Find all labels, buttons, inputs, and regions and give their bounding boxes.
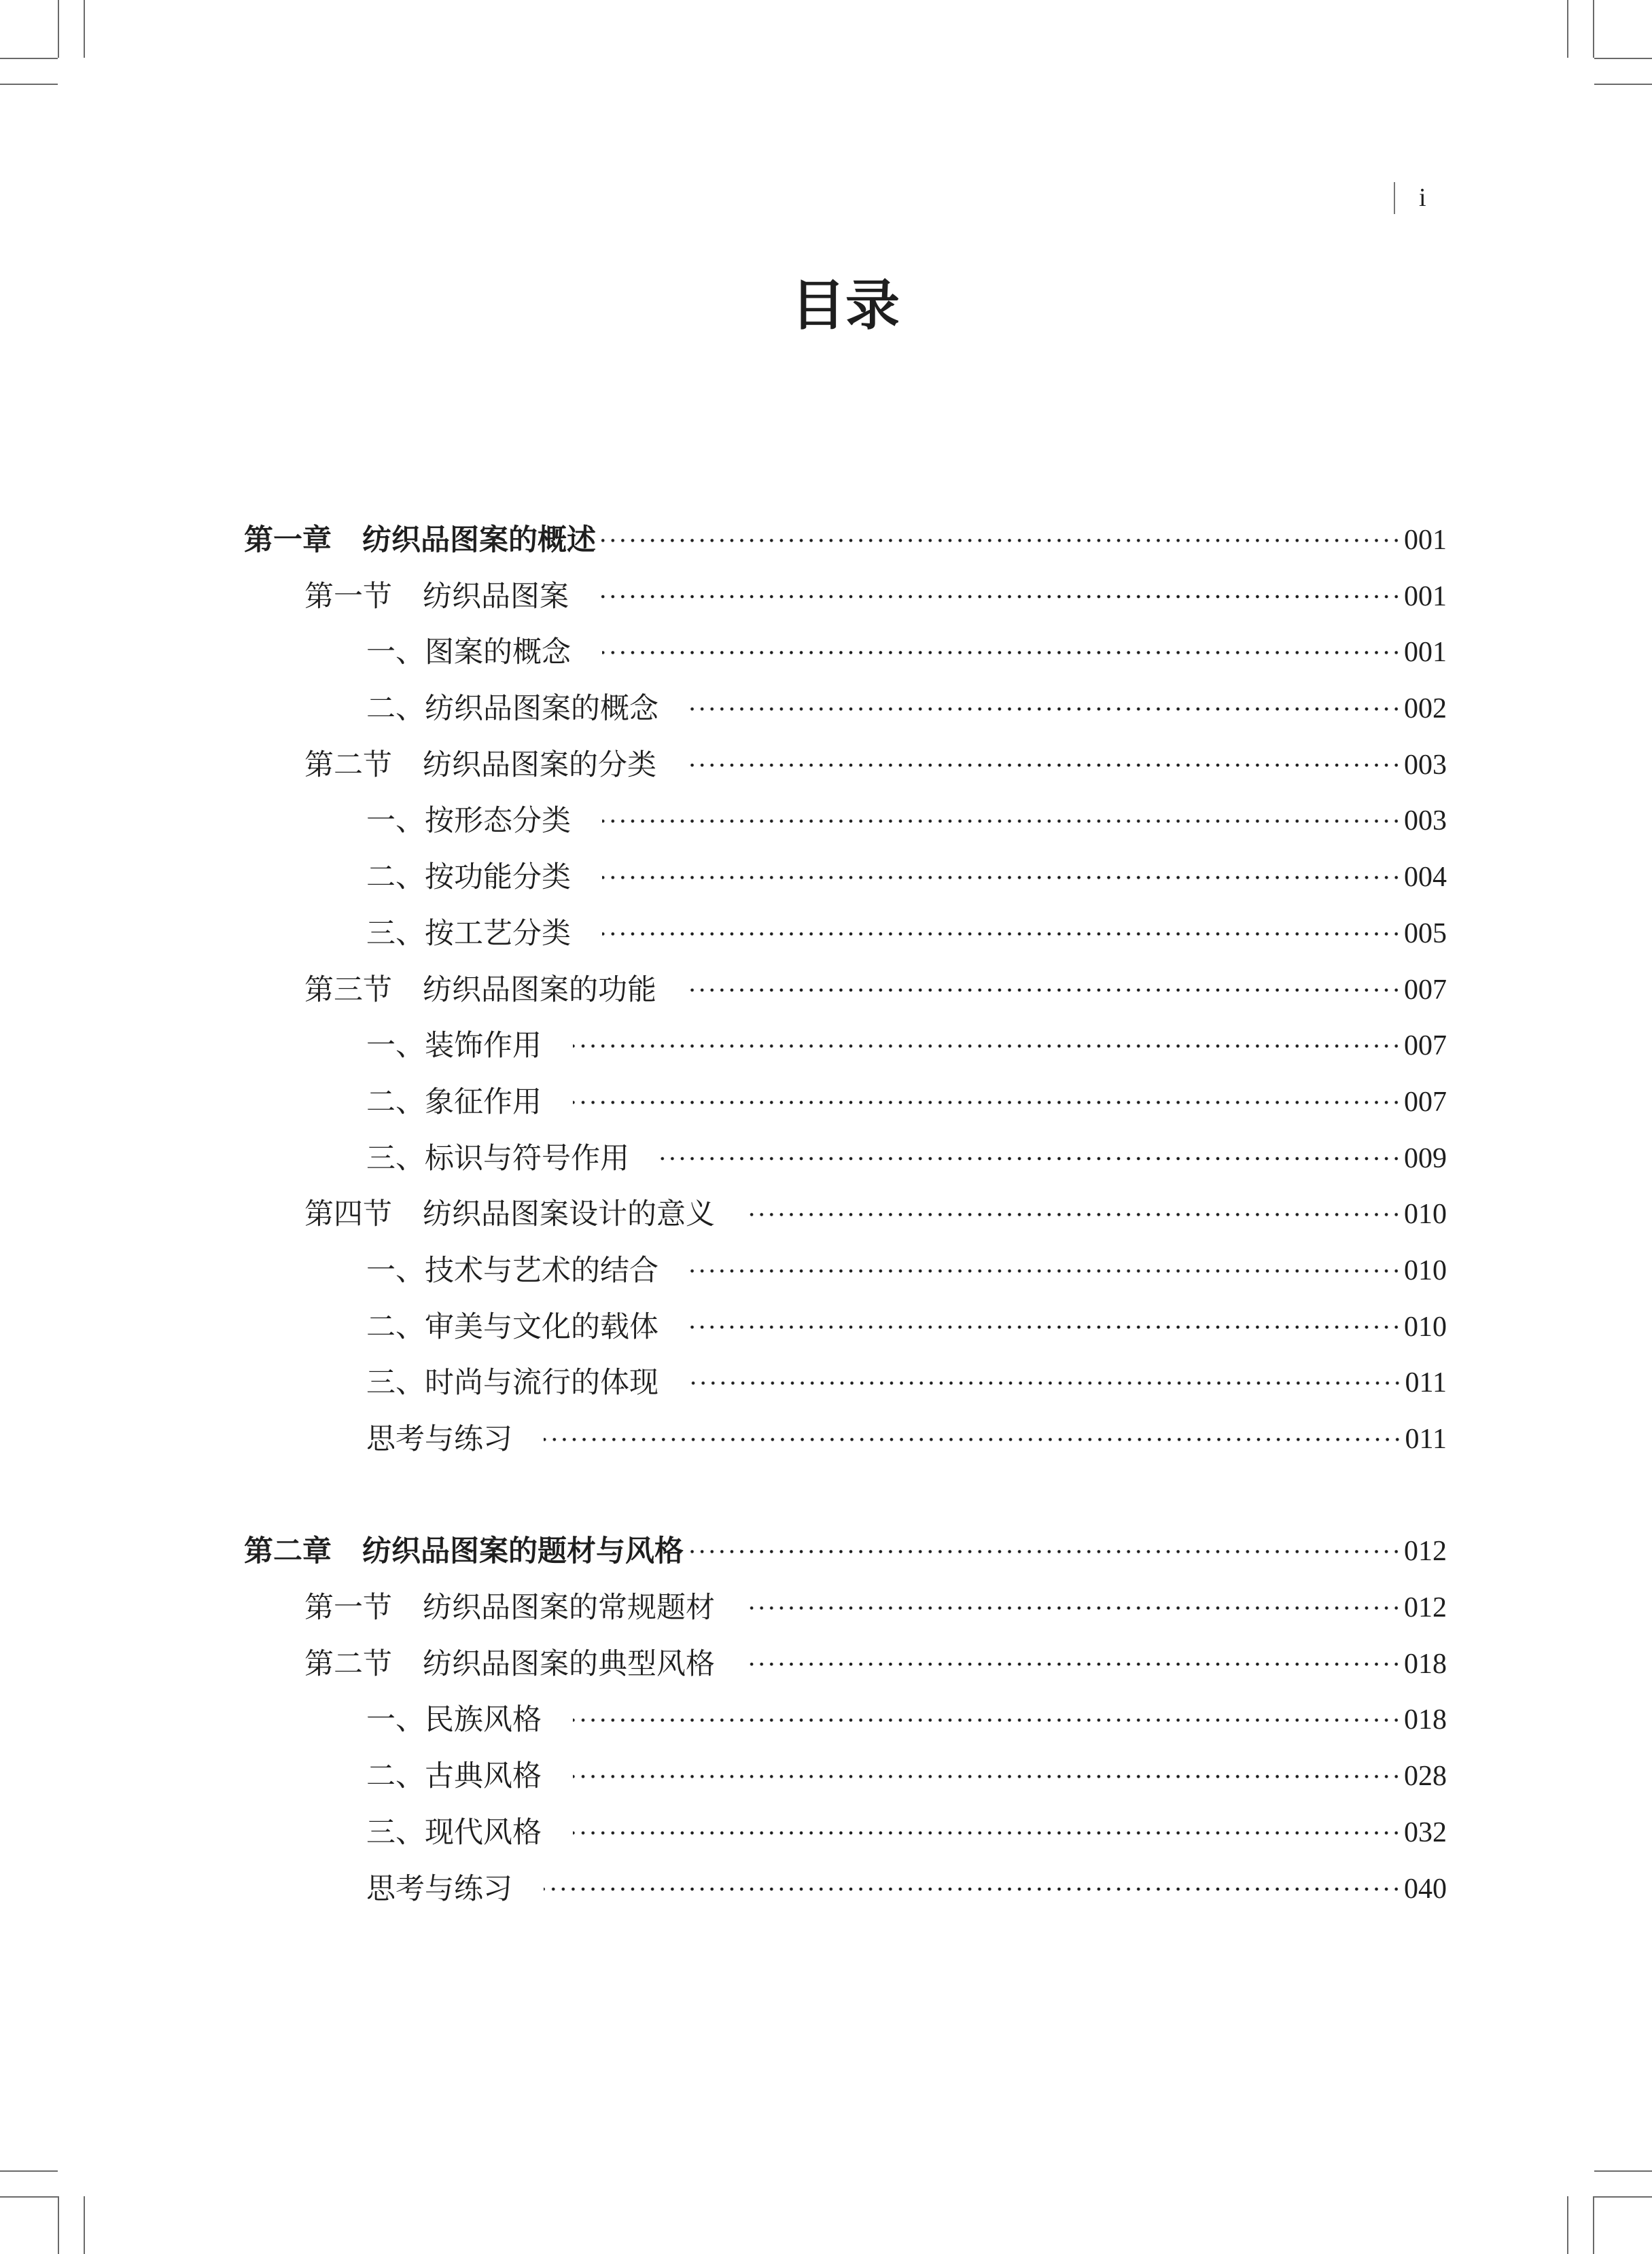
toc-exercise-row	[0, 1411, 1447, 1468]
toc-item-row	[0, 1018, 1447, 1074]
section-label: 第一节	[304, 579, 392, 614]
chapter-title: 纺织品图案的题材与风格	[362, 1534, 684, 1569]
dot-leader	[686, 1524, 1401, 1580]
toc-item-row	[0, 1805, 1447, 1861]
page-number: 018	[1404, 1648, 1447, 1680]
crop-mark	[1594, 84, 1652, 85]
chapter-title: 纺织品图案的概述	[362, 523, 596, 557]
crop-mark	[58, 0, 59, 58]
chapter-spacer	[0, 1468, 1447, 1524]
item-title: 二、古典风格	[366, 1759, 542, 1794]
item-title: 三、现代风格	[366, 1815, 542, 1850]
toc-item-row	[0, 906, 1447, 962]
page-number: 018	[1404, 1704, 1447, 1736]
section-title: 纺织品图案的分类	[423, 747, 656, 782]
section-title: 纺织品图案	[423, 579, 569, 614]
dot-leader	[602, 849, 1401, 906]
crop-mark	[0, 84, 58, 85]
section-label: 第二节	[304, 1647, 392, 1681]
section-title: 纺织品图案的常规题材	[423, 1591, 715, 1625]
crop-mark	[1594, 2170, 1652, 2172]
page-number: 005	[1404, 917, 1447, 949]
dot-leader	[599, 512, 1401, 569]
item-title: 一、装饰作用	[366, 1029, 542, 1063]
toc-section-row	[0, 1636, 1447, 1693]
page-title: 目录	[791, 274, 900, 337]
toc-chapter-row	[0, 512, 1447, 569]
dot-leader	[573, 1692, 1401, 1748]
dot-leader	[573, 1018, 1401, 1074]
item-title: 二、按功能分类	[366, 860, 571, 895]
dot-leader	[690, 681, 1401, 737]
item-title: 三、标识与符号作用	[366, 1141, 629, 1176]
dot-leader	[544, 1861, 1401, 1918]
page-number: 004	[1404, 862, 1447, 894]
toc-item-row	[0, 681, 1447, 737]
toc-item-row	[0, 1074, 1447, 1131]
dot-leader	[573, 1805, 1401, 1861]
toc-chapter-row	[0, 1524, 1447, 1580]
page-number: 001	[1404, 580, 1447, 612]
exercise-title: 思考与练习	[366, 1422, 512, 1456]
page-number: 007	[1404, 974, 1447, 1006]
crop-mark	[84, 0, 85, 58]
section-label: 第二节	[304, 747, 392, 782]
page-number: 011	[1405, 1424, 1447, 1455]
crop-mark	[1594, 58, 1652, 59]
toc-item-row	[0, 1131, 1447, 1187]
toc-item-row	[0, 1299, 1447, 1356]
dot-leader	[746, 1636, 1401, 1693]
item-title: 三、时尚与流行的体现	[366, 1366, 658, 1401]
page-number: 010	[1404, 1254, 1447, 1286]
item-title: 一、民族风格	[366, 1703, 542, 1738]
dot-leader	[688, 962, 1401, 1019]
toc-section-row	[0, 962, 1447, 1019]
page-number: 001	[1404, 637, 1447, 669]
page-number: 003	[1404, 749, 1447, 781]
dot-leader	[746, 1186, 1401, 1243]
page-number: 010	[1404, 1311, 1447, 1343]
toc-section-row	[0, 1580, 1447, 1636]
toc-item-row	[0, 849, 1447, 906]
item-title: 二、审美与文化的载体	[366, 1309, 658, 1344]
exercise-title: 思考与练习	[366, 1871, 512, 1906]
dot-leader	[690, 1355, 1403, 1411]
page-number: 002	[1404, 693, 1447, 725]
section-label: 第四节	[304, 1197, 392, 1232]
page-number: 003	[1404, 805, 1447, 837]
crop-mark	[84, 2196, 85, 2254]
dot-leader	[602, 793, 1401, 849]
crop-mark	[0, 2196, 58, 2198]
dot-leader	[573, 1074, 1401, 1131]
chapter-label: 第一章	[244, 523, 332, 557]
page-number: 012	[1404, 1592, 1447, 1624]
table-of-contents	[0, 512, 1447, 1917]
toc-section-row	[0, 1186, 1447, 1243]
section-label: 第三节	[304, 972, 392, 1007]
page-number: 010	[1404, 1199, 1447, 1231]
item-title: 三、按工艺分类	[366, 916, 571, 951]
crop-mark	[1593, 2196, 1594, 2254]
page-number: 007	[1404, 1086, 1447, 1118]
crop-mark	[1567, 2196, 1568, 2254]
page-number: 040	[1404, 1873, 1447, 1905]
section-title: 纺织品图案的功能	[423, 972, 656, 1007]
chapter-label: 第二章	[244, 1534, 332, 1569]
section-label: 第一节	[304, 1591, 392, 1625]
dot-leader	[602, 906, 1401, 962]
dot-leader	[544, 1411, 1403, 1468]
toc-section-row	[0, 737, 1447, 794]
page-number: 007	[1404, 1030, 1447, 1062]
page-number: 012	[1404, 1536, 1447, 1568]
crop-mark	[1594, 2196, 1652, 2198]
page-number: 028	[1404, 1761, 1447, 1793]
page-number: 001	[1404, 525, 1447, 556]
section-title: 纺织品图案的典型风格	[423, 1647, 715, 1681]
dot-leader	[688, 737, 1401, 794]
page-number: 009	[1404, 1142, 1447, 1174]
item-title: 二、纺织品图案的概念	[366, 692, 658, 726]
crop-mark	[1593, 0, 1594, 58]
page-number: 032	[1404, 1816, 1447, 1848]
crop-mark	[1567, 0, 1568, 58]
dot-leader	[690, 1243, 1401, 1299]
item-title: 一、图案的概念	[366, 635, 571, 670]
toc-item-row	[0, 1748, 1447, 1805]
item-title: 一、技术与艺术的结合	[366, 1253, 658, 1288]
crop-mark	[58, 2196, 59, 2254]
section-title: 纺织品图案设计的意义	[423, 1197, 715, 1232]
dot-leader	[602, 624, 1401, 681]
item-title: 一、按形态分类	[366, 804, 571, 839]
page-number: 011	[1405, 1367, 1447, 1399]
folio-divider	[1394, 182, 1395, 214]
toc-exercise-row	[0, 1861, 1447, 1918]
toc-item-row	[0, 1692, 1447, 1748]
toc-item-row	[0, 1355, 1447, 1411]
toc-item-row	[0, 624, 1447, 681]
toc-item-row	[0, 1243, 1447, 1299]
crop-mark	[0, 2170, 58, 2172]
dot-leader	[600, 569, 1401, 625]
toc-section-row	[0, 569, 1447, 625]
dot-leader	[573, 1748, 1401, 1805]
dot-leader	[746, 1580, 1401, 1636]
toc-item-row	[0, 793, 1447, 849]
item-title: 二、象征作用	[366, 1085, 542, 1119]
dot-leader	[661, 1131, 1401, 1187]
crop-mark	[0, 58, 58, 59]
dot-leader	[690, 1299, 1401, 1356]
page-number-folio: i	[1419, 183, 1426, 212]
